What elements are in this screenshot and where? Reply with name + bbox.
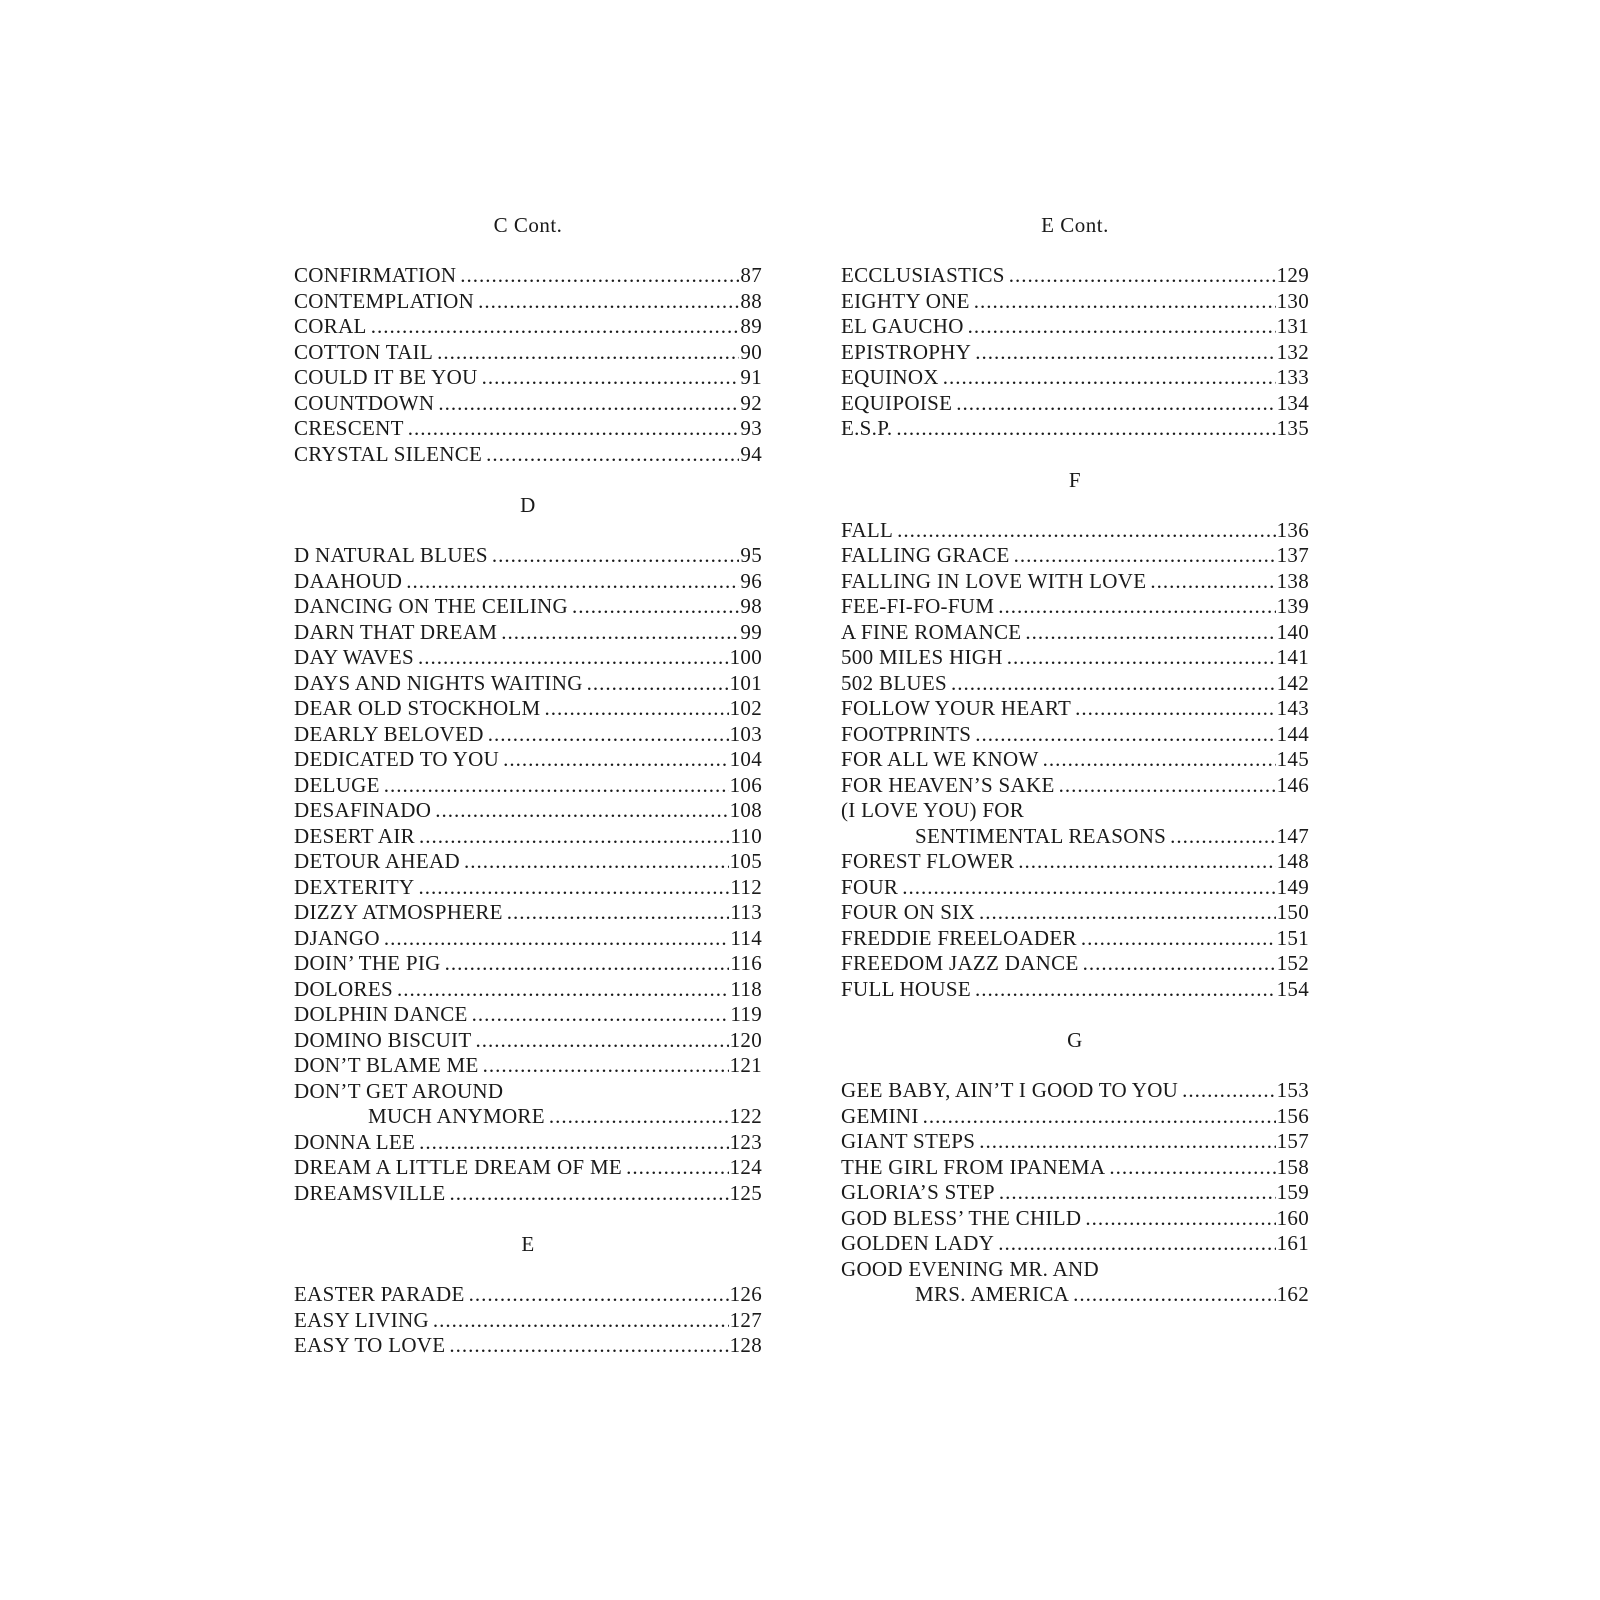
entry-title: EPISTROPHY: [841, 339, 972, 364]
entry-page-number: 143: [1276, 696, 1309, 720]
section-heading: C Cont.: [493, 213, 563, 237]
index-entry: [294, 569, 762, 595]
dot-leader: [943, 365, 1276, 391]
index-entry: [294, 1002, 762, 1028]
dot-leader: [896, 416, 1275, 442]
index-entry: [294, 442, 762, 468]
dot-leader: [974, 289, 1276, 315]
entry-page-number: 129: [1276, 263, 1309, 287]
entry-page-number: 142: [1276, 670, 1309, 695]
entry-page-number: 121: [729, 1053, 762, 1077]
index-entry: [294, 1104, 762, 1130]
entry-page-number: 130: [1276, 288, 1309, 313]
entry-page-number: 105: [729, 849, 762, 873]
index-entry: [294, 1155, 762, 1181]
dot-leader: [1014, 543, 1276, 569]
index-entry: [294, 289, 762, 315]
dot-leader: [371, 314, 740, 340]
index-entry: [841, 747, 1309, 773]
entry-title: FOUR ON SIX: [841, 900, 975, 924]
entry-page-number: 158: [1276, 1154, 1309, 1179]
entry-page-number: 153: [1276, 1078, 1309, 1102]
entry-page-number: 120: [729, 1027, 762, 1052]
entry-title: FOREST FLOWER: [841, 849, 1015, 873]
dot-leader: [1073, 1282, 1275, 1308]
dot-leader: [419, 1130, 728, 1156]
index-entry: [841, 875, 1309, 901]
dot-leader: [1025, 620, 1275, 646]
entry-title: GOLDEN LADY: [841, 1231, 995, 1255]
entry-title: SENTIMENTAL REASONS: [915, 823, 1167, 848]
dot-leader: [486, 442, 739, 468]
index-entry: [841, 900, 1309, 926]
index-entry: [841, 1104, 1309, 1130]
entry-title: CRESCENT: [294, 416, 404, 440]
dot-leader: [979, 1129, 1275, 1155]
entry-title: DETOUR AHEAD: [294, 849, 460, 873]
entry-title: A FINE ROMANCE: [841, 619, 1022, 644]
entry-page-number: 156: [1276, 1103, 1309, 1128]
index-entry: [294, 798, 762, 824]
dot-leader: [626, 1155, 729, 1181]
section-heading: D: [520, 493, 536, 517]
entry-page-number: 95: [740, 543, 762, 567]
index-entry: [294, 875, 762, 901]
index-entry: [294, 977, 762, 1003]
entry-title: FEE-FI-FO-FUM: [841, 594, 995, 618]
dot-leader: [956, 391, 1275, 417]
index-entry: [294, 747, 762, 773]
index-entry: [294, 900, 762, 926]
index-entry: [841, 951, 1309, 977]
entry-title: FOLLOW YOUR HEART: [841, 696, 1072, 720]
dot-leader: [545, 696, 729, 722]
index-entry: [294, 340, 762, 366]
entry-page-number: 90: [740, 339, 762, 364]
dot-leader: [975, 722, 1275, 748]
entry-page-number: 139: [1276, 594, 1309, 618]
entry-title: DON’T BLAME ME: [294, 1053, 479, 1077]
section-heading: E: [521, 1232, 535, 1256]
entry-page-number: 152: [1276, 951, 1309, 975]
entry-page-number: 112: [730, 874, 762, 899]
entry-title: FULL HOUSE: [841, 976, 971, 1001]
entry-page-number: 159: [1276, 1180, 1309, 1204]
index-section-e: [294, 1231, 762, 1359]
entry-title: D NATURAL BLUES: [294, 543, 488, 567]
entry-page-number: 96: [740, 568, 762, 593]
entry-page-number: 87: [740, 263, 762, 287]
entry-title: GIANT STEPS: [841, 1129, 976, 1153]
entry-title: EASTER PARADE: [294, 1282, 465, 1306]
index-entry: [294, 1053, 762, 1079]
entry-title: EQUIPOISE: [841, 390, 953, 415]
index-entry: [841, 773, 1309, 799]
entry-title: EASY TO LOVE: [294, 1333, 446, 1357]
dot-leader: [460, 263, 739, 289]
entry-page-number: 101: [729, 670, 762, 695]
entry-title: DOLORES: [294, 976, 393, 1001]
index-entry: [841, 1155, 1309, 1181]
entry-page-number: 133: [1276, 365, 1309, 389]
index-entry: [841, 1180, 1309, 1206]
dot-leader: [488, 722, 729, 748]
entry-page-number: 146: [1276, 772, 1309, 797]
dot-leader: [979, 900, 1276, 926]
entry-page-number: 99: [740, 619, 762, 644]
index-section-d: [294, 492, 762, 1206]
entry-page-number: 141: [1276, 645, 1309, 669]
entry-page-number: 148: [1276, 849, 1309, 873]
dot-leader: [1170, 824, 1275, 850]
entry-title: FOUR: [841, 874, 899, 899]
index-entry: [294, 1130, 762, 1156]
entry-title: CONTEMPLATION: [294, 288, 475, 313]
entry-title: ECCLUSIASTICS: [841, 263, 1005, 287]
entry-title: DELUGE: [294, 772, 380, 797]
entry-page-number: 145: [1276, 747, 1309, 771]
entry-title: FOR ALL WE KNOW: [841, 747, 1039, 771]
index-entry: [841, 1282, 1309, 1308]
dot-leader: [482, 365, 740, 391]
dot-leader: [397, 977, 729, 1003]
index-entry: [841, 594, 1309, 620]
entry-title: DOLPHIN DANCE: [294, 1002, 468, 1026]
dot-leader: [998, 594, 1275, 620]
entry-title: DOMINO BISCUIT: [294, 1027, 472, 1052]
index-entry: [294, 849, 762, 875]
entry-page-number: 114: [730, 925, 762, 950]
entry-title: FREEDOM JAZZ DANCE: [841, 951, 1079, 975]
entry-page-number: 124: [729, 1155, 762, 1179]
entry-page-number: 89: [740, 314, 762, 338]
entry-title: DREAM A LITTLE DREAM OF ME: [294, 1155, 623, 1179]
entry-title: FALLING IN LOVE WITH LOVE: [841, 568, 1147, 593]
entry-page-number: 123: [729, 1129, 762, 1154]
dot-leader: [923, 1104, 1276, 1130]
index-entry: [841, 1078, 1309, 1104]
entry-title: MUCH ANYMORE: [368, 1104, 545, 1128]
dot-leader: [968, 314, 1276, 340]
dot-leader: [433, 1308, 729, 1334]
entry-title: DEARLY BELOVED: [294, 721, 484, 746]
index-entry: [294, 1308, 762, 1334]
entry-page-number: 110: [730, 823, 762, 848]
index-section-c-cont: [294, 212, 762, 467]
entry-title: EL GAUCHO: [841, 314, 964, 338]
section-heading: F: [1068, 467, 1082, 492]
index-entry: [841, 722, 1309, 748]
dot-leader: [408, 416, 740, 442]
dot-leader: [1075, 696, 1275, 722]
dot-leader: [897, 518, 1275, 544]
entry-title: DAYS AND NIGHTS WAITING: [294, 670, 583, 695]
entry-page-number: 125: [729, 1180, 762, 1205]
dot-leader: [464, 849, 729, 875]
dot-leader: [1085, 1206, 1275, 1232]
entry-page-number: 138: [1276, 568, 1309, 593]
dot-leader: [384, 773, 729, 799]
entry-title: COUNTDOWN: [294, 390, 435, 415]
index-entry: [841, 391, 1309, 417]
index-entry: [841, 518, 1309, 544]
entry-title: DONNA LEE: [294, 1129, 416, 1154]
index-entry: [841, 824, 1309, 850]
entry-title: E.S.P.: [841, 416, 893, 440]
entry-page-number: 131: [1276, 314, 1309, 338]
entry-title: DAAHOUD: [294, 568, 403, 593]
dot-leader: [1182, 1078, 1275, 1104]
dot-leader: [472, 1002, 730, 1028]
index-entry: [294, 594, 762, 620]
dot-leader: [572, 594, 739, 620]
dot-leader: [435, 798, 728, 824]
dot-leader: [902, 875, 1275, 901]
dot-leader: [418, 645, 729, 671]
entry-page-number: 150: [1276, 900, 1309, 924]
index-entry: [294, 263, 762, 289]
index-entry: [841, 314, 1309, 340]
entry-page-number: 134: [1276, 390, 1309, 415]
entry-page-number: 161: [1276, 1231, 1309, 1255]
index-entry: [841, 263, 1309, 289]
dot-leader: [475, 1028, 728, 1054]
entry-page-number: 136: [1276, 517, 1309, 542]
index-entry: [294, 416, 762, 442]
index-entry: [841, 543, 1309, 569]
entry-title: GEMINI: [841, 1103, 919, 1128]
index-entry: [841, 977, 1309, 1003]
section-heading: G: [1067, 1028, 1083, 1052]
index-entry: [841, 926, 1309, 952]
entry-page-number: 132: [1276, 339, 1309, 364]
entry-page-number: 88: [740, 288, 762, 313]
dot-leader: [437, 340, 739, 366]
entry-page-number: 93: [740, 416, 762, 440]
entry-page-number: 128: [729, 1333, 762, 1357]
entry-page-number: 100: [729, 645, 762, 669]
entry-page-number: 94: [740, 441, 762, 466]
entry-title: DESERT AIR: [294, 823, 415, 848]
index-entry: [294, 1028, 762, 1054]
dot-leader: [469, 1282, 729, 1308]
entry-title: FALLING GRACE: [841, 543, 1010, 567]
index-entry: [294, 773, 762, 799]
dot-leader: [501, 620, 739, 646]
entry-page-number: 113: [730, 900, 762, 924]
entry-page-number: 140: [1276, 619, 1309, 644]
dot-leader: [1007, 645, 1276, 671]
dot-leader: [587, 671, 729, 697]
entry-title: THE GIRL FROM IPANEMA: [841, 1154, 1106, 1179]
index-entry: [294, 365, 762, 391]
section-heading: E Cont.: [1041, 213, 1109, 237]
entry-page-number: 162: [1276, 1282, 1309, 1306]
index-entry: [294, 314, 762, 340]
index-entry: [841, 365, 1309, 391]
entry-page-number: 119: [730, 1002, 762, 1026]
right-column: [841, 212, 1309, 1333]
entry-title: COULD IT BE YOU: [294, 365, 478, 389]
dot-leader: [1018, 849, 1275, 875]
dot-leader: [975, 340, 1275, 366]
entry-title-first-line: DON’T GET AROUND: [294, 1078, 504, 1103]
entry-page-number: 91: [740, 365, 762, 389]
entry-title: MRS. AMERICA: [915, 1282, 1070, 1306]
dot-leader: [503, 747, 729, 773]
index-entry: [841, 569, 1309, 595]
entry-title: DOIN’ THE PIG: [294, 951, 441, 975]
index-entry: [294, 1181, 762, 1207]
index-entry: [841, 849, 1309, 875]
entry-page-number: 157: [1276, 1129, 1309, 1153]
entry-page-number: 144: [1276, 721, 1309, 746]
dot-leader: [549, 1104, 729, 1130]
entry-page-number: 118: [730, 976, 762, 1001]
entry-page-number: 102: [729, 696, 762, 720]
dot-leader: [449, 1333, 728, 1359]
entry-page-number: 108: [729, 798, 762, 822]
index-entry: [294, 951, 762, 977]
entry-title-first-line: GOOD EVENING MR. AND: [841, 1256, 1099, 1281]
index-entry: [294, 620, 762, 646]
entry-title: 500 MILES HIGH: [841, 645, 1003, 669]
entry-page-number: 127: [729, 1307, 762, 1332]
dot-leader: [419, 875, 730, 901]
entry-title: DANCING ON THE CEILING: [294, 594, 568, 618]
index-section-e-cont: [841, 212, 1309, 442]
index-entry: [294, 696, 762, 722]
entry-title: DREAMSVILLE: [294, 1180, 446, 1205]
dot-leader: [1009, 263, 1276, 289]
entry-page-number: 126: [729, 1282, 762, 1306]
entry-page-number: 137: [1276, 543, 1309, 567]
entry-title: DAY WAVES: [294, 645, 414, 669]
index-entry: [294, 1282, 762, 1308]
index-entry: [841, 645, 1309, 671]
dot-leader: [1083, 951, 1276, 977]
dot-leader: [406, 569, 739, 595]
dot-leader: [1043, 747, 1276, 773]
dot-leader: [1150, 569, 1275, 595]
entry-title: EASY LIVING: [294, 1307, 429, 1332]
entry-page-number: 149: [1276, 874, 1309, 899]
entry-title: CONFIRMATION: [294, 263, 457, 287]
entry-title: EIGHTY ONE: [841, 288, 970, 313]
entry-page-number: 151: [1276, 925, 1309, 950]
index-entry: [841, 696, 1309, 722]
dot-leader: [998, 1231, 1275, 1257]
entry-title: DJANGO: [294, 925, 380, 950]
dot-leader: [951, 671, 1276, 697]
dot-leader: [507, 900, 730, 926]
dot-leader: [384, 926, 730, 952]
index-entry: [841, 1206, 1309, 1232]
dot-leader: [492, 543, 740, 569]
index-entry: [841, 416, 1309, 442]
index-entry: [841, 289, 1309, 315]
entry-title: 502 BLUES: [841, 670, 947, 695]
entry-title: CRYSTAL SILENCE: [294, 441, 483, 466]
entry-title: FOOTPRINTS: [841, 721, 972, 746]
index-entry: [294, 391, 762, 417]
entry-title: DEXTERITY: [294, 874, 415, 899]
entry-title: GLORIA’S STEP: [841, 1180, 995, 1204]
index-entry: [294, 671, 762, 697]
entry-title: CORAL: [294, 314, 367, 338]
index-entry: [294, 722, 762, 748]
dot-leader: [1109, 1155, 1275, 1181]
index-entry: [294, 543, 762, 569]
dot-leader: [975, 977, 1276, 1003]
entry-page-number: 92: [740, 390, 762, 415]
left-column: [294, 212, 762, 1384]
entry-title: DARN THAT DREAM: [294, 619, 498, 644]
dot-leader: [449, 1181, 728, 1207]
index-entry: [841, 340, 1309, 366]
dot-leader: [999, 1180, 1276, 1206]
entry-title: GEE BABY, AIN’T I GOOD TO YOU: [841, 1078, 1179, 1102]
entry-title: COTTON TAIL: [294, 339, 434, 364]
entry-title: DESAFINADO: [294, 798, 432, 822]
index-section-g: [841, 1027, 1309, 1308]
entry-page-number: 154: [1276, 976, 1309, 1001]
entry-title: EQUINOX: [841, 365, 939, 389]
dot-leader: [1081, 926, 1276, 952]
index-entry: [294, 645, 762, 671]
entry-page-number: 160: [1276, 1205, 1309, 1230]
dot-leader: [445, 951, 730, 977]
entry-title: FREDDIE FREELOADER: [841, 925, 1077, 950]
entry-title: DIZZY ATMOSPHERE: [294, 900, 503, 924]
dot-leader: [1059, 773, 1276, 799]
entry-page-number: 103: [729, 721, 762, 746]
entry-page-number: 98: [740, 594, 762, 618]
entry-title: GOD BLESS’ THE CHILD: [841, 1205, 1082, 1230]
dot-leader: [438, 391, 739, 417]
index-entry: [294, 824, 762, 850]
entry-page-number: 116: [730, 951, 762, 975]
entry-title-first-line: (I LOVE YOU) FOR: [841, 798, 1025, 822]
entry-title: DEAR OLD STOCKHOLM: [294, 696, 541, 720]
entry-page-number: 147: [1276, 823, 1309, 848]
index-entry: [294, 926, 762, 952]
entry-title: FOR HEAVEN’S SAKE: [841, 772, 1055, 797]
entry-title: FALL: [841, 517, 894, 542]
entry-title: DEDICATED TO YOU: [294, 747, 500, 771]
index-entry: [841, 620, 1309, 646]
entry-page-number: 106: [729, 772, 762, 797]
dot-leader: [478, 289, 739, 315]
entry-page-number: 135: [1276, 416, 1309, 440]
index-entry: [841, 671, 1309, 697]
dot-leader: [483, 1053, 729, 1079]
entry-page-number: 104: [729, 747, 762, 771]
index-entry: [841, 1231, 1309, 1257]
index-section-f: [841, 467, 1309, 1003]
index-entry: [841, 1129, 1309, 1155]
dot-leader: [419, 824, 729, 850]
index-entry: [294, 1333, 762, 1359]
entry-page-number: 122: [729, 1104, 762, 1128]
